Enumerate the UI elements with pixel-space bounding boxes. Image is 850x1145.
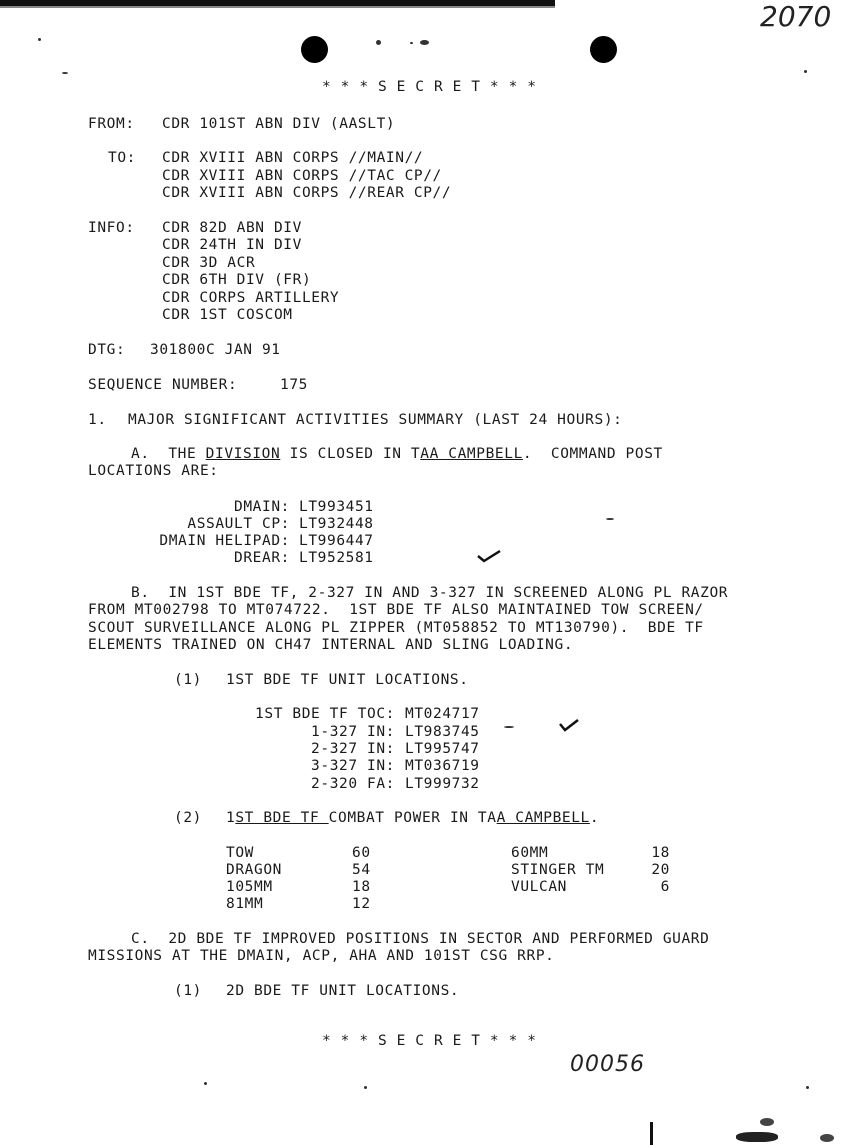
subpara-number: (2): [174, 810, 202, 826]
power-item: STINGER TM: [511, 862, 605, 878]
scan-edge-mark: [650, 1122, 653, 1145]
para-label: B.: [131, 585, 150, 601]
scan-speck: [806, 1086, 809, 1089]
sequence-label: SEQUENCE NUMBER:: [88, 377, 238, 393]
handwritten-doc-number: 2070: [760, 0, 832, 33]
handwritten-page-stamp: 00056: [570, 1052, 645, 1077]
scan-speck: [410, 42, 413, 44]
info-label: INFO:: [88, 220, 135, 236]
scan-speck: [504, 726, 514, 728]
para-b-first-line: [131, 585, 728, 602]
classification-footer: * * * S E C R E T * * *: [322, 1033, 537, 1049]
subpara-number: (1): [174, 672, 202, 688]
to-label: TO:: [108, 150, 136, 166]
underlined-text: AA CAMPBELL: [420, 446, 523, 462]
unit-name: 1-327 IN:: [311, 724, 395, 740]
info-line: CDR CORPS ARTILLERY: [162, 290, 340, 306]
unit-grid: LT995747: [405, 741, 480, 757]
para-label: A.: [131, 446, 150, 462]
text-run: IS CLOSED IN T: [280, 446, 421, 462]
to-line: CDR XVIII ABN CORPS //REAR CP//: [162, 185, 452, 201]
para-b-line: SCOUT SURVEILLANCE ALONG PL ZIPPER (MT058852 TO MT130790). BDE TF: [88, 620, 704, 636]
power-qty: 60: [352, 845, 371, 861]
location-name: DMAIN HELIPAD:: [159, 533, 290, 549]
scan-speck: [606, 518, 614, 520]
power-qty: 18: [651, 845, 670, 861]
section-number: 1.: [88, 412, 107, 428]
classification-header: * * * S E C R E T * * *: [322, 79, 537, 95]
power-item: DRAGON: [226, 862, 282, 878]
info-line: CDR 1ST COSCOM: [162, 307, 293, 323]
location-grid: LT996447: [299, 533, 374, 549]
scan-speck: [204, 1082, 207, 1085]
scan-smudge: [760, 1118, 774, 1126]
unit-name: 1ST BDE TF TOC:: [255, 706, 395, 722]
unit-name: 2-320 FA:: [311, 776, 395, 792]
unit-name: 3-327 IN:: [311, 758, 395, 774]
power-qty: 18: [352, 879, 371, 895]
text-run: .: [589, 810, 600, 826]
scan-speck: [376, 40, 381, 45]
underlined-text: A CAMPBELL: [496, 810, 590, 826]
unit-grid: MT024717: [405, 706, 480, 722]
to-line: CDR XVIII ABN CORPS //MAIN//: [162, 150, 424, 166]
unit-grid: MT036719: [405, 758, 480, 774]
dtg-label: DTG:: [88, 342, 126, 358]
section-title: MAJOR SIGNIFICANT ACTIVITIES SUMMARY (LAST 24 HOURS):: [128, 412, 623, 428]
para-b-line: FROM MT002798 TO MT074722. 1ST BDE TF ALSO MAINTAINED TOW SCREEN/: [88, 602, 704, 618]
text-run: COMBAT POWER IN TA: [328, 810, 497, 826]
scan-speck: [420, 40, 429, 45]
underlined-text: ST BDE TF: [235, 810, 329, 826]
scan-speck: [804, 70, 807, 73]
power-item: 105MM: [226, 879, 273, 895]
unit-name: 2-327 IN:: [311, 741, 395, 757]
location-grid: LT932448: [299, 516, 374, 532]
info-line: CDR 82D ABN DIV: [162, 220, 302, 236]
para-b-line: ELEMENTS TRAINED ON CH47 INTERNAL AND SLING LOADING.: [88, 637, 574, 653]
location-name: DREAR:: [234, 550, 290, 566]
scan-speck: [38, 38, 41, 41]
text-run: IN 1ST BDE TF, 2-327 IN AND 3-327 IN SCREENED ALONG PL RAZOR: [168, 585, 729, 601]
punch-hole-left: [301, 36, 328, 63]
scan-smudge: [736, 1132, 778, 1142]
power-qty: 20: [651, 862, 670, 878]
subpara-title: 2D BDE TF UNIT LOCATIONS.: [226, 983, 460, 999]
text-run: THE: [168, 446, 206, 462]
power-item: 60MM: [511, 845, 549, 861]
scan-top-edge-shadow: [0, 6, 555, 8]
unit-grid: LT983745: [405, 724, 480, 740]
handwritten-checkmark: [558, 718, 580, 734]
location-grid: LT993451: [299, 499, 374, 515]
power-qty: 6: [660, 879, 670, 895]
power-item: TOW: [226, 845, 254, 861]
power-item: VULCAN: [511, 879, 567, 895]
sequence-value: 175: [280, 377, 308, 393]
text-run: 1: [226, 810, 236, 826]
to-line: CDR XVIII ABN CORPS //TAC CP//: [162, 168, 442, 184]
info-line: CDR 3D ACR: [162, 255, 256, 271]
text-run: 2D BDE TF IMPROVED POSITIONS IN SECTOR AND PERFORMED GUARD: [168, 931, 710, 947]
para-a-line: LOCATIONS ARE:: [88, 463, 219, 479]
para-label: C.: [131, 931, 150, 947]
handwritten-checkmark: [476, 548, 502, 564]
info-line: CDR 24TH IN DIV: [162, 237, 302, 253]
power-qty: 54: [352, 862, 371, 878]
power-qty: 12: [352, 896, 371, 912]
para-a-text: [131, 446, 663, 463]
location-name: DMAIN:: [234, 499, 290, 515]
subpara-title: 1ST BDE TF UNIT LOCATIONS.: [226, 672, 469, 688]
text-run: . COMMAND POST: [522, 446, 663, 462]
scan-smudge: [820, 1134, 834, 1142]
dtg-value: 301800C JAN 91: [150, 342, 281, 358]
scan-speck: [62, 72, 68, 74]
location-grid: LT952581: [299, 550, 374, 566]
para-c-first-line: [131, 931, 709, 948]
para-c-line: MISSIONS AT THE DMAIN, ACP, AHA AND 101ST CSG RRP.: [88, 948, 555, 964]
from-label: FROM:: [88, 116, 135, 132]
underlined-text: DIVISION: [205, 446, 281, 462]
punch-hole-right: [590, 36, 617, 63]
subpara-number: (1): [174, 983, 202, 999]
unit-grid: LT999732: [405, 776, 480, 792]
power-item: 81MM: [226, 896, 264, 912]
location-name: ASSAULT CP:: [187, 516, 290, 532]
from-value: CDR 101ST ABN DIV (AASLT): [162, 116, 396, 132]
scan-speck: [364, 1086, 367, 1089]
subpara-title: [226, 810, 599, 827]
info-line: CDR 6TH DIV (FR): [162, 272, 312, 288]
